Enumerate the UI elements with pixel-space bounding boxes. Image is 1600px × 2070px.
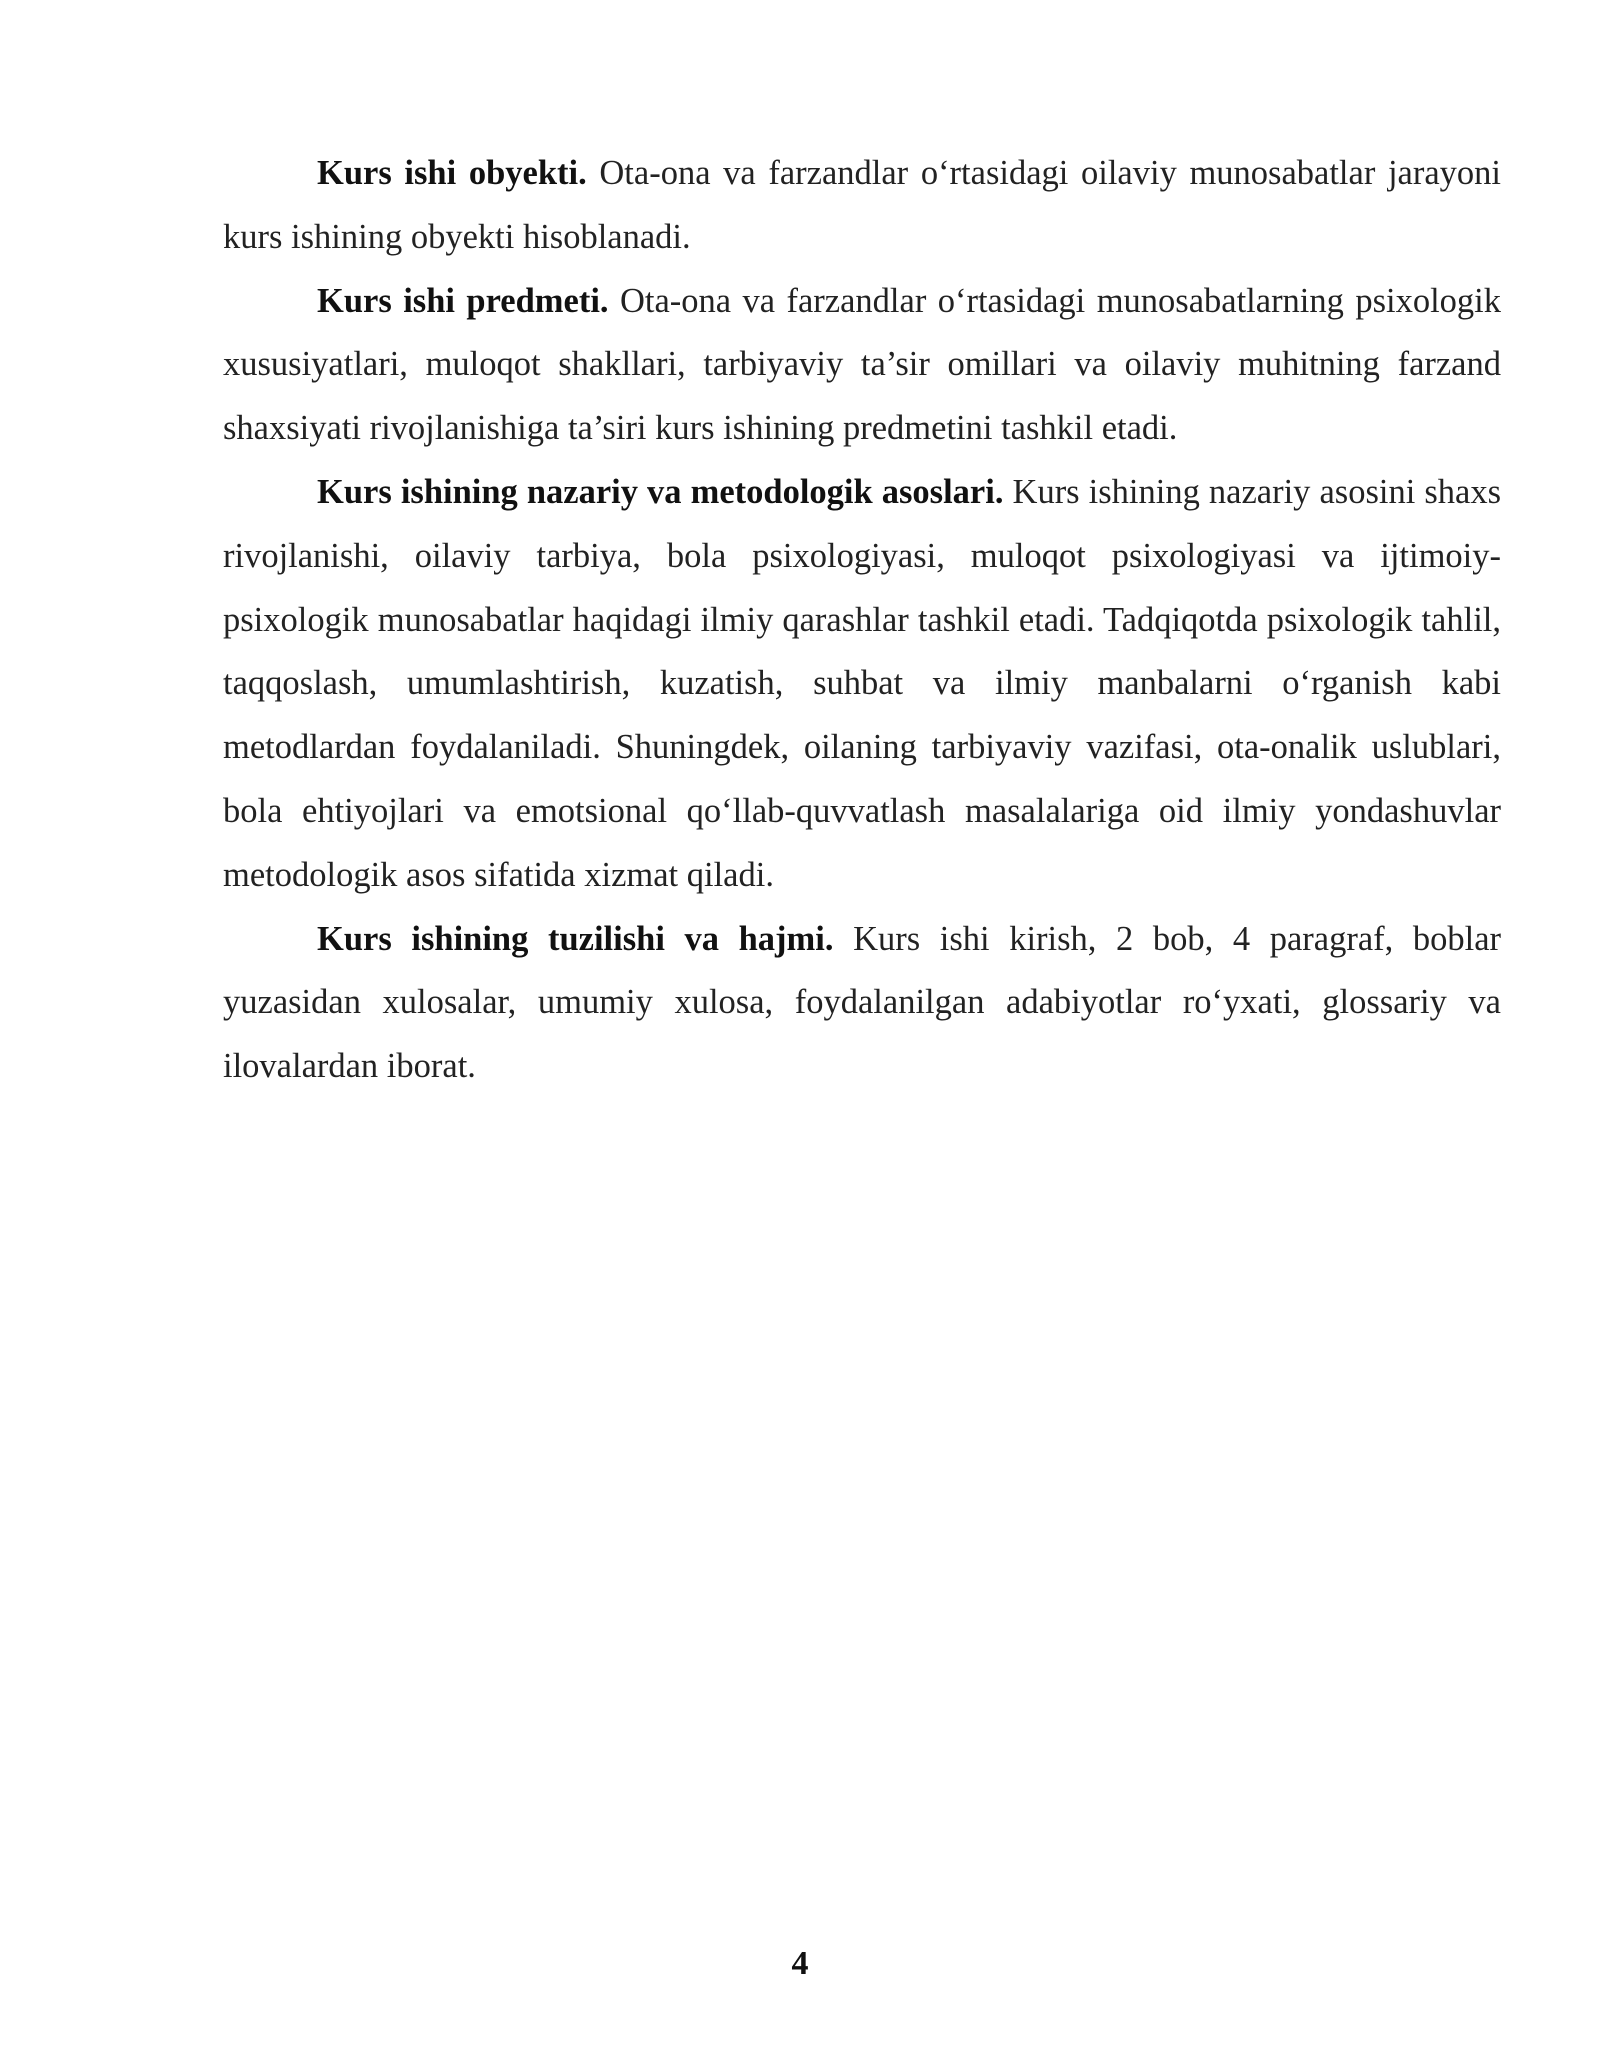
paragraph-methodology (223, 461, 1501, 908)
document-body (223, 142, 1501, 1099)
paragraph-text: Kurs ishining nazariy asosini shaxs rivojlanishi, oilaviy tarbiya, bola psixologiyasi, muloqot psixologiyasi va ijtimoiy-psixologik munosabatlar haqidagi ilmiy qarashlar tashkil etadi. Tadqiqotda psixologik tahlil, taqqoslash, umumlashtirish, kuzatish, suhbat va ilmiy manbalarni o‘rganish kabi metodlardan foydalaniladi. Shuningdek, oilaning tarbiyaviy vazifasi, ota-onalik uslublari, bola ehtiyojlari va emotsional qo‘llab-quvvatlash masalalariga oid ilmiy yondashuvlar metodologik asos sifatida xizmat qiladi. (223, 472, 1502, 894)
page-number: 4 (791, 1945, 809, 1982)
paragraph-heading: Kurs ishi obyekti. (317, 154, 587, 192)
paragraph-object (223, 142, 1501, 270)
paragraph-heading: Kurs ishining nazariy va metodologik asoslari. (317, 472, 1004, 511)
paragraph-heading: Kurs ishi predmeti. (317, 281, 609, 320)
paragraph-subject (223, 270, 1501, 461)
paragraph-text: Ota-ona va farzandlar o‘rtasidagi munosabatlarning psixologik xususiyatlari, muloqot shakllari, tarbiyaviy ta’sir omillari va oilaviy muhitning farzand shaxsiyati rivojlanishiga ta’siri kurs ishining predmetini tashkil etadi. (223, 281, 1501, 448)
paragraph-heading: Kurs ishining tuzilishi va hajmi. (317, 919, 834, 958)
paragraph-text: Ota-ona va farzandlar o‘rtasidagi oilaviy munosabatlar jarayoni kurs ishining obyekti hisoblanadi. (223, 154, 1502, 256)
paragraph-text: Kurs ishi kirish, 2 bob, 4 paragraf, boblar yuzasidan xulosalar, umumiy xulosa, foydalanilgan adabiyotlar ro‘yxati, glossariy va ilovalardan iborat. (223, 919, 1501, 1086)
paragraph-structure (223, 908, 1501, 1099)
